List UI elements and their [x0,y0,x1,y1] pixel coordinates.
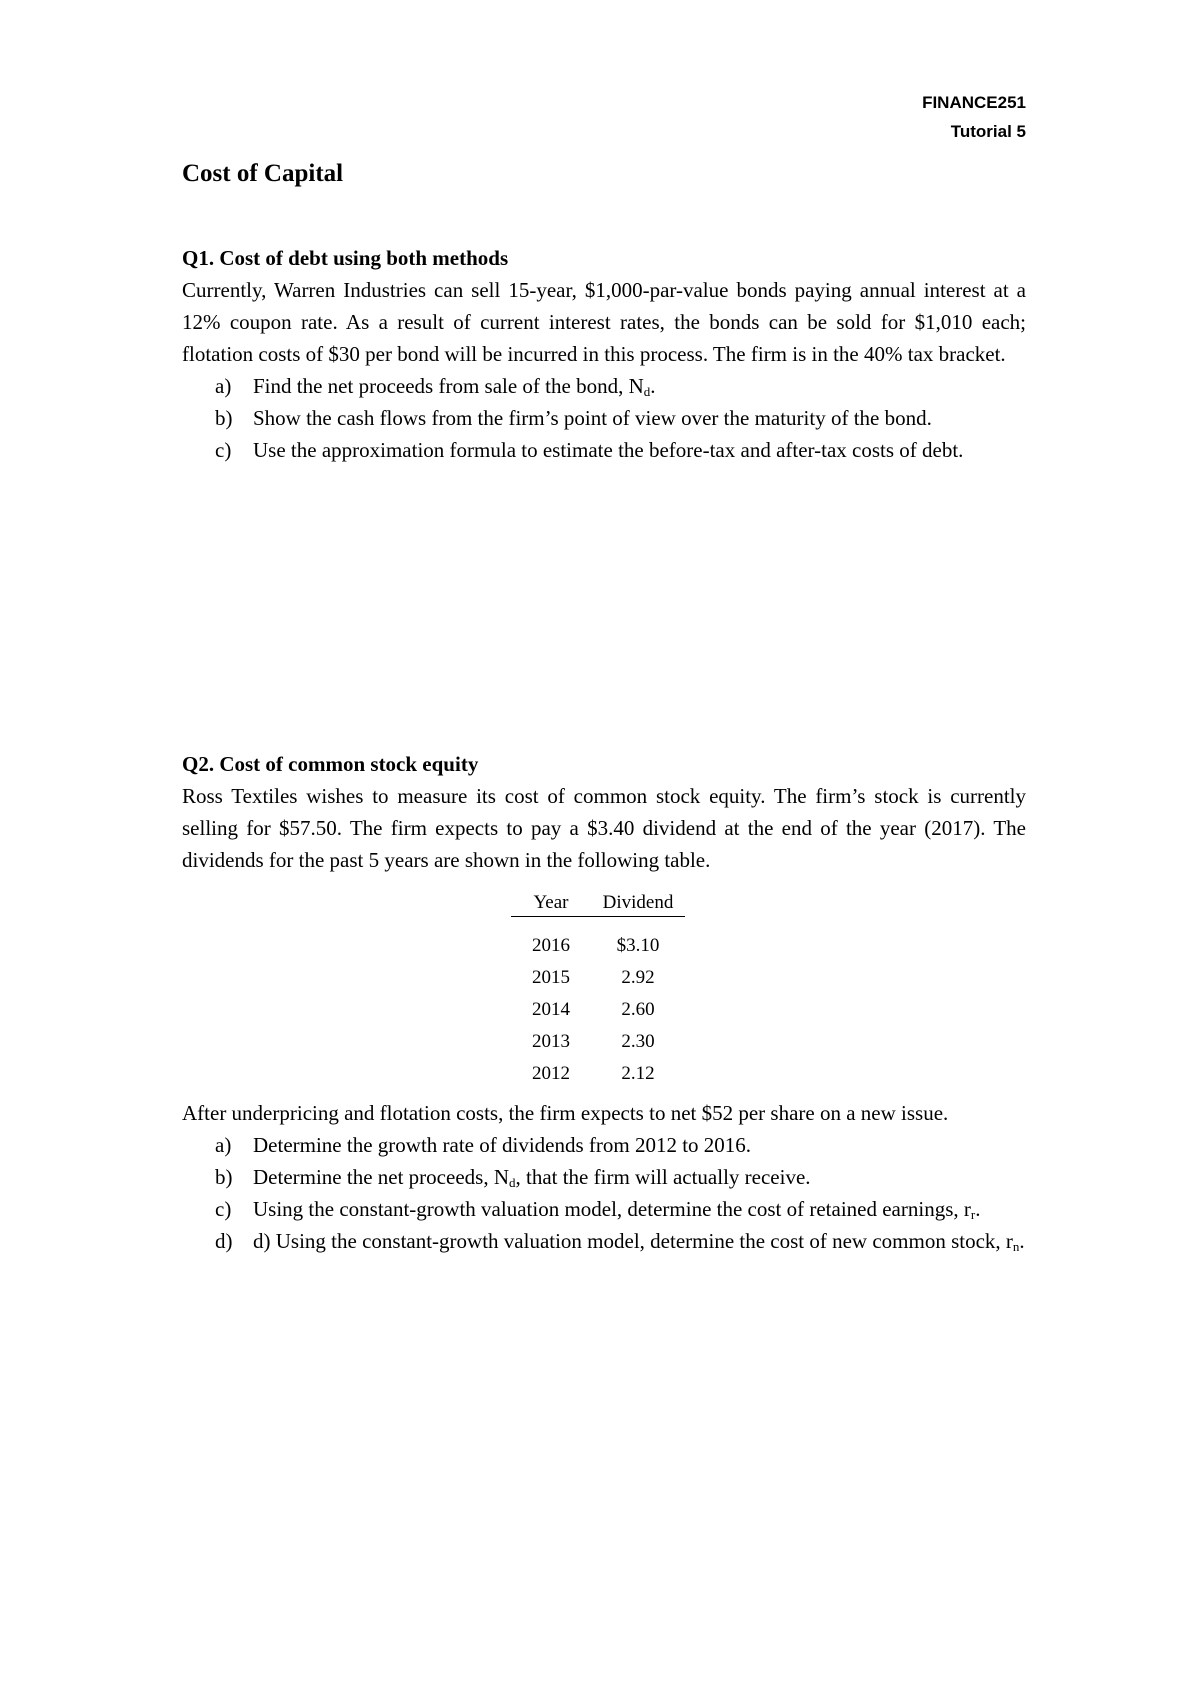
year-cell: 2016 [532,935,570,956]
year-cell: 2015 [532,967,570,988]
question-2-continued [182,1097,1026,1257]
item-text: Use the approximation formula to estimate the before-tax and after-tax costs of debt. [253,438,964,462]
year-cell: 2014 [532,999,570,1020]
item-marker: c) [215,1197,232,1221]
question-2 [182,748,1026,876]
item-marker: b) [215,1165,233,1189]
item-tail: . [975,1197,981,1221]
document-title: Cost of Capital [182,160,344,187]
subscript: r [970,1207,976,1222]
item-tail: , that the firm will actually receive. [515,1165,811,1189]
column-header-dividend: Dividend [591,892,685,917]
item-tail: . [650,374,656,398]
tutorial-label: Tutorial 5 [950,122,1026,141]
item-marker: d) [215,1229,233,1253]
table-row [511,957,685,989]
year-cell: 2013 [532,1031,570,1052]
question-2-subquestions [182,1129,1026,1257]
item-text: d) Using the constant-growth valuation model, determine the cost of new common stock, r [253,1229,1013,1253]
item-text: Using the constant-growth valuation model, determine the cost of retained earnings, r [253,1197,971,1221]
table-row [511,1053,685,1085]
question-1 [182,242,1026,466]
subscript: d [643,384,651,399]
table-row [511,989,685,1021]
item-text: Find the net proceeds from sale of the bond, N [253,374,644,398]
column-header-year: Year [511,892,591,917]
subquestion-item [215,1161,1026,1193]
item-text: Determine the net proceeds, N [253,1165,509,1189]
item-tail: . [1019,1229,1025,1253]
question-2-after-text: After underpricing and flotation costs, the firm expects to net $52 per share on a new issue. [182,1101,949,1125]
item-marker: a) [215,1133,232,1157]
item-marker: b) [215,406,233,430]
subquestion-item [215,434,1026,466]
subquestion-item [215,370,1026,402]
page-header [922,88,1026,146]
question-2-heading: Q2. Cost of common stock equity [182,752,479,776]
question-1-heading: Q1. Cost of debt using both methods [182,246,509,270]
question-1-subquestions [182,370,1026,466]
year-cell: 2012 [532,1063,570,1084]
item-text: Show the cash flows from the firm’s point of view over the maturity of the bond. [253,406,932,430]
table-row [511,917,685,958]
item-marker: c) [215,438,232,462]
subquestion-item [215,1193,1026,1225]
subscript: d [508,1175,516,1190]
dividend-cell: 2.12 [621,1063,655,1084]
subquestion-item [215,1129,1026,1161]
table-row [511,1021,685,1053]
item-text: Determine the growth rate of dividends from 2012 to 2016. [253,1133,752,1157]
question-2-body: Ross Textiles wishes to measure its cost of common stock equity. The firm’s stock is currently selling for $57.50. The firm expects to pay a $3.40 dividend at the end of the year (2017). The dividends for the past 5 years are shown in the following table. [182,784,1026,872]
dividend-table [511,892,685,1085]
course-code: FINANCE251 [922,93,1026,112]
dividend-cell: 2.60 [621,999,655,1020]
dividend-cell: $3.10 [616,935,660,956]
dividend-cell: 2.30 [621,1031,655,1052]
subscript: n [1012,1239,1020,1254]
table-header-row [511,892,685,917]
subquestion-item [215,402,1026,434]
item-marker: a) [215,374,232,398]
subquestion-item [215,1225,1026,1257]
question-1-body: Currently, Warren Industries can sell 15-year, $1,000-par-value bonds paying annual interest at a 12% coupon rate. As a result of current interest rates, the bonds can be sold for $1,010 each; flotation costs of $30 per bond will be incurred in this process. The firm is in the 40% tax bracket. [182,278,1026,366]
dividend-cell: 2.92 [621,967,655,988]
